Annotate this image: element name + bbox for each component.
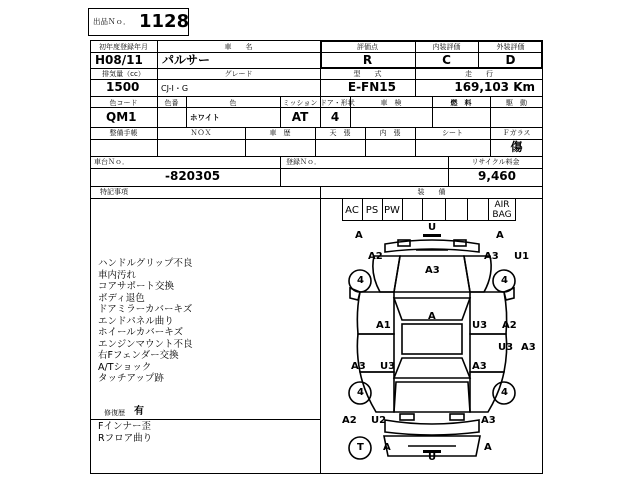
interior-trim-label: 内 張 xyxy=(379,129,401,137)
mission-label: ミッション xyxy=(282,99,318,107)
chassis-number-value: -820305 xyxy=(165,169,221,183)
list-item: ドアミラーカバーキズ xyxy=(98,304,193,315)
mark-a3-rear-right: A3 xyxy=(481,415,496,426)
model-label: 型 式 xyxy=(353,70,382,78)
mark-a3-left-rear: A3 xyxy=(351,361,366,372)
roof-label: 天 張 xyxy=(329,129,351,137)
year-value: H08/11 xyxy=(95,53,143,67)
lot-number-value: 1128 xyxy=(139,11,190,32)
mileage-label: 走 行 xyxy=(465,70,493,78)
mark-a2-bumper: A2 xyxy=(368,251,383,262)
remarks-title: 特記事項 xyxy=(100,188,128,196)
list-item: エンジンマウント不良 xyxy=(98,338,193,350)
repair-item: Fインナー歪 xyxy=(98,421,151,432)
mark-a-top-left: A xyxy=(355,230,363,241)
mark-tire-rear-left: 4 xyxy=(357,387,364,398)
year-label: 初年度登録年月 xyxy=(99,43,148,51)
color-number-label: 色番 xyxy=(164,99,179,107)
mark-a3-right-rear: A3 xyxy=(521,342,536,353)
score-label: 評価点 xyxy=(357,43,378,51)
doors-label: ドア・形状 xyxy=(320,99,355,107)
color-label: 色 xyxy=(229,99,237,107)
grade-label: グレード xyxy=(224,70,253,78)
chassis-number-label: 車台Ｎｏ． xyxy=(94,158,129,166)
exterior-score-value: D xyxy=(505,53,516,67)
inspection-label: 車 検 xyxy=(380,99,402,107)
mark-u3-right-door: U3 xyxy=(472,320,488,331)
mission-value: AT xyxy=(291,110,309,124)
car-name-label: 車 名 xyxy=(224,43,253,51)
list-item: ホイールカバーキズ xyxy=(98,327,184,338)
mark-a3-right-front: A3 xyxy=(484,251,499,262)
list-item: A/Tショック xyxy=(98,361,152,373)
seat-label: シート xyxy=(442,129,463,137)
car-name-value: パルサー xyxy=(162,53,211,67)
mark-tire-front-left: 4 xyxy=(357,275,364,286)
mark-a-rear-right: A xyxy=(484,442,492,453)
front-glass-label: Ｆガラス xyxy=(502,129,531,137)
interior-score-label: 内装評価 xyxy=(432,43,461,51)
recycle-fee-value: 9,460 xyxy=(478,169,516,183)
mark-u1-right: U1 xyxy=(514,251,530,262)
equipment-airbag: AIR BAG xyxy=(492,200,512,220)
registration-number-label: 登録Ｎｏ． xyxy=(286,158,321,166)
mark-a2-rear-left: A2 xyxy=(342,415,357,426)
color-code-label: 色コード xyxy=(109,99,138,107)
recycle-fee-label: リサイクル料金 xyxy=(471,158,520,166)
color-code-value: QM1 xyxy=(106,110,137,124)
drive-label: 駆 動 xyxy=(506,99,527,107)
mark-a-rear-left: A xyxy=(383,442,391,453)
list-item: ボディ退色 xyxy=(98,292,145,304)
list-item: 右Fフェンダー交換 xyxy=(98,350,179,361)
mark-a2-right-door: A2 xyxy=(502,320,517,331)
mark-a1-left-door: A1 xyxy=(376,320,391,331)
repair-item: Rフロア曲り xyxy=(98,432,153,444)
list-item: エンドパネル曲り xyxy=(98,315,174,327)
list-item: ハンドルグリップ不良 xyxy=(98,258,193,269)
mark-tire-rear-right: 4 xyxy=(501,387,508,398)
lot-number-label: 出品Ｎｏ． xyxy=(93,17,131,26)
list-item: タッチアップ跡 xyxy=(98,373,164,384)
mark-u3-left-rear: U3 xyxy=(380,361,396,372)
mark-u2-rear: U2 xyxy=(371,415,387,426)
front-glass-value: 傷 xyxy=(510,140,523,154)
displacement-value: 1500 xyxy=(106,80,140,94)
displacement-label: 排気量（cc） xyxy=(102,70,145,78)
doors-value: 4 xyxy=(330,110,340,124)
mark-a-roof: A xyxy=(428,311,436,322)
color-value: ホワイト xyxy=(190,113,220,122)
mark-u3-right-rear: U3 xyxy=(498,342,514,353)
interior-score-value: C xyxy=(442,53,451,67)
mark-a-top-right: A xyxy=(496,230,504,241)
list-item: 車内汚れ xyxy=(98,269,137,281)
mark-t-spare: T xyxy=(357,442,364,453)
list-item: コアサポート交換 xyxy=(98,281,175,292)
repair-history-value: 有 xyxy=(134,406,144,417)
model-value: E-FN15 xyxy=(347,80,396,94)
mark-tire-front-right: 4 xyxy=(501,275,508,286)
exterior-score-label: 外装評価 xyxy=(496,43,525,51)
nox-label: ＮＯＸ xyxy=(190,129,212,137)
fuel-label: 燃 料 xyxy=(450,99,472,107)
history-label: 車 歴 xyxy=(269,129,291,137)
equipment-title: 装 備 xyxy=(417,188,446,196)
mark-a3-hood: A3 xyxy=(425,265,440,276)
equipment-ac: AC xyxy=(345,205,359,216)
repair-history-label: 修復歴 xyxy=(104,409,125,417)
score-value: R xyxy=(362,53,373,67)
mark-u-front: U xyxy=(428,222,437,233)
manual-label: 整備手帳 xyxy=(109,129,138,137)
mileage-value: 169,103 Km xyxy=(454,80,535,94)
mark-a3-right-quarter: A3 xyxy=(472,361,487,372)
grade-value: CJ-Ⅰ・G xyxy=(161,84,189,93)
equipment-pw: PW xyxy=(384,205,400,216)
mark-u-rear: U xyxy=(428,452,437,463)
equipment-ps: PS xyxy=(365,205,379,216)
